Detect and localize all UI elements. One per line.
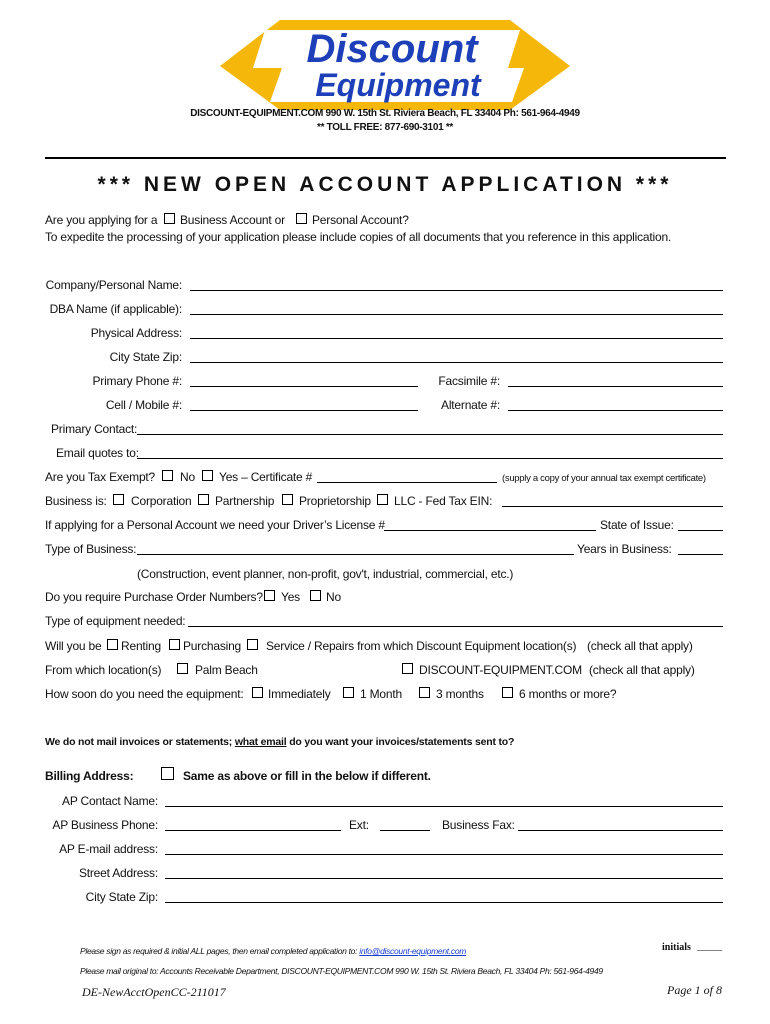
physical-address-label: Physical Address: [90, 326, 182, 340]
equipment-needed-field[interactable] [188, 626, 723, 627]
three-months-checkbox[interactable] [419, 687, 430, 698]
ext-label: Ext: [349, 818, 369, 832]
location-note: (check all that apply) [589, 663, 695, 677]
header-toll-free: ** TOLL FREE: 877-690-3101 ** [317, 122, 453, 133]
sign-instructions-text: Please sign as required & initial ALL pages, then email completed application to: [80, 946, 358, 956]
tax-exempt-no-checkbox[interactable] [162, 470, 173, 481]
state-of-issue-field[interactable] [678, 530, 723, 531]
online-location-label: DISCOUNT-EQUIPMENT.COM [419, 663, 582, 677]
tax-exempt-question: Are you Tax Exempt? [45, 470, 156, 484]
six-months-checkbox[interactable] [502, 687, 513, 698]
business-account-checkbox[interactable] [164, 213, 175, 224]
how-soon-label: How soon do you need the equipment: [45, 687, 244, 701]
one-month-label: 1 Month [360, 687, 402, 701]
years-in-business-field[interactable] [678, 554, 723, 555]
will-you-be-note: (check all that apply) [587, 639, 693, 653]
years-in-business-label: Years in Business: [577, 542, 672, 556]
city-state-zip-field[interactable] [190, 362, 723, 363]
three-months-label: 3 months [436, 687, 484, 701]
service-repairs-checkbox[interactable] [247, 639, 258, 650]
drivers-license-field[interactable] [384, 530, 596, 531]
ext-field[interactable] [380, 830, 430, 831]
state-of-issue-label: State of Issue: [600, 518, 674, 532]
billing-address-label: Billing Address: [45, 769, 134, 783]
will-you-be-label: Will you be [45, 639, 102, 653]
same-as-above-label: Same as above or fill in the below if different. [183, 769, 431, 783]
ap-phone-label: AP Business Phone: [52, 818, 158, 832]
mail-instructions: Please mail original to: Accounts Receivable Department, DISCOUNT-EQUIPMENT.COM 990 W. 15th St. Riviera Beach, FL 33404 Ph: 561-964-4949 [80, 966, 603, 976]
immediately-label: Immediately [268, 687, 331, 701]
ap-contact-field[interactable] [165, 806, 723, 807]
facsimile-label: Facsimile #: [438, 374, 500, 388]
po-no-checkbox[interactable] [310, 590, 321, 601]
contact-email-link[interactable]: info@discount-equipment.com [359, 946, 467, 956]
expedite-note: To expedite the processing of your application please include copies of all documents that you reference in this application. [45, 230, 672, 244]
primary-contact-field[interactable] [137, 434, 723, 435]
alternate-field[interactable] [508, 410, 723, 411]
company-logo [220, 20, 570, 110]
business-type-label: Business is: [45, 494, 107, 508]
renting-checkbox[interactable] [107, 639, 118, 650]
billing-city-field[interactable] [165, 902, 723, 903]
invoice-email-emphasis: what email [234, 736, 287, 748]
online-location-checkbox[interactable] [402, 663, 413, 674]
business-fax-field[interactable] [518, 830, 723, 831]
header-divider [45, 157, 726, 159]
llc-checkbox[interactable] [377, 494, 388, 505]
po-no-label: No [326, 590, 341, 604]
initials-field[interactable]: _____ [697, 941, 722, 952]
alternate-label: Alternate #: [441, 398, 500, 412]
po-yes-checkbox[interactable] [264, 590, 275, 601]
six-months-label: 6 months or more? [519, 687, 617, 701]
tax-certificate-field[interactable] [317, 482, 497, 483]
tax-exempt-yes-label: Yes – Certificate # [219, 470, 313, 484]
purchasing-label: Purchasing [183, 639, 242, 653]
corporation-checkbox[interactable] [113, 494, 124, 505]
proprietorship-label: Proprietorship [299, 494, 371, 508]
form-id: DE-NewAcctOpenCC-211017 [82, 985, 226, 999]
primary-phone-label: Primary Phone #: [92, 374, 182, 388]
street-address-label: Street Address: [78, 866, 158, 880]
business-account-label: Business Account or [180, 213, 285, 227]
initials-label: initials [662, 942, 691, 953]
tax-exempt-no-label: No [180, 470, 195, 484]
header-address: DISCOUNT-EQUIPMENT.COM 990 W. 15th St. Riviera Beach, FL 33404 Ph: 561-964-4949 [190, 108, 580, 119]
ap-contact-label: AP Contact Name: [62, 794, 158, 808]
cell-mobile-label: Cell / Mobile #: [105, 398, 182, 412]
ap-phone-field[interactable] [165, 830, 341, 831]
page-number: Page 1 of 8 [667, 983, 722, 997]
facsimile-field[interactable] [508, 386, 723, 387]
invoice-email-pre: We do not mail invoices or statements; [45, 736, 233, 748]
purchasing-checkbox[interactable] [169, 639, 180, 650]
primary-contact-label: Primary Contact: [51, 422, 138, 436]
llc-label: LLC - Fed Tax EIN: [394, 494, 493, 508]
email-quotes-field[interactable] [137, 458, 723, 459]
logo-text-line1: Discount [306, 27, 478, 71]
cell-mobile-field[interactable] [190, 410, 418, 411]
po-yes-label: Yes [281, 590, 300, 604]
palm-beach-checkbox[interactable] [177, 663, 188, 674]
city-state-zip-label: City State Zip: [109, 350, 182, 364]
sign-instructions [80, 946, 466, 956]
immediately-checkbox[interactable] [252, 687, 263, 698]
equipment-needed-label: Type of equipment needed: [45, 614, 186, 628]
street-address-field[interactable] [165, 878, 723, 879]
business-fax-label: Business Fax: [442, 818, 515, 832]
location-label: From which location(s) [45, 663, 162, 677]
corporation-label: Corporation [131, 494, 192, 508]
primary-phone-field[interactable] [190, 386, 418, 387]
company-name-field[interactable] [190, 290, 723, 291]
dba-name-label: DBA Name (if applicable): [49, 302, 182, 316]
partnership-checkbox[interactable] [198, 494, 209, 505]
type-of-business-label: Type of Business: [45, 542, 137, 556]
renting-label: Renting [121, 639, 161, 653]
email-quotes-label: Email quotes to: [56, 446, 139, 460]
proprietorship-checkbox[interactable] [282, 494, 293, 505]
physical-address-field[interactable] [190, 338, 723, 339]
account-type-question: Are you applying for a [45, 213, 158, 227]
invoice-email-post: do you want your invoices/statements sent to? [289, 736, 515, 748]
company-name-label: Company/Personal Name: [45, 278, 182, 292]
ap-email-field[interactable] [165, 854, 723, 855]
personal-account-checkbox[interactable] [296, 213, 307, 224]
invoice-email-question [45, 736, 514, 748]
same-as-above-checkbox[interactable] [161, 767, 174, 780]
one-month-checkbox[interactable] [343, 687, 354, 698]
tax-certificate-note: (supply a copy of your annual tax exempt certificate) [502, 473, 706, 484]
personal-account-label: Personal Account? [312, 213, 409, 227]
palm-beach-label: Palm Beach [195, 663, 258, 677]
partnership-label: Partnership [215, 494, 275, 508]
type-of-business-field[interactable] [137, 554, 574, 555]
billing-city-label: City State Zip: [85, 890, 158, 904]
po-question: Do you require Purchase Order Numbers? [45, 590, 263, 604]
tax-exempt-yes-checkbox[interactable] [202, 470, 213, 481]
business-examples-note: (Construction, event planner, non-profit, gov't, industrial, commercial, etc.) [137, 567, 514, 581]
service-repairs-label: Service / Repairs from which Discount Equipment location(s) [266, 639, 577, 653]
fed-tax-ein-field[interactable] [502, 506, 723, 507]
ap-email-label: AP E-mail address: [59, 842, 158, 856]
dba-name-field[interactable] [190, 314, 723, 315]
logo-text-line2: Equipment [315, 67, 481, 103]
page-title: *** NEW OPEN ACCOUNT APPLICATION *** [97, 173, 673, 196]
drivers-license-label: If applying for a Personal Account we need your Driver’s License # [45, 518, 385, 532]
